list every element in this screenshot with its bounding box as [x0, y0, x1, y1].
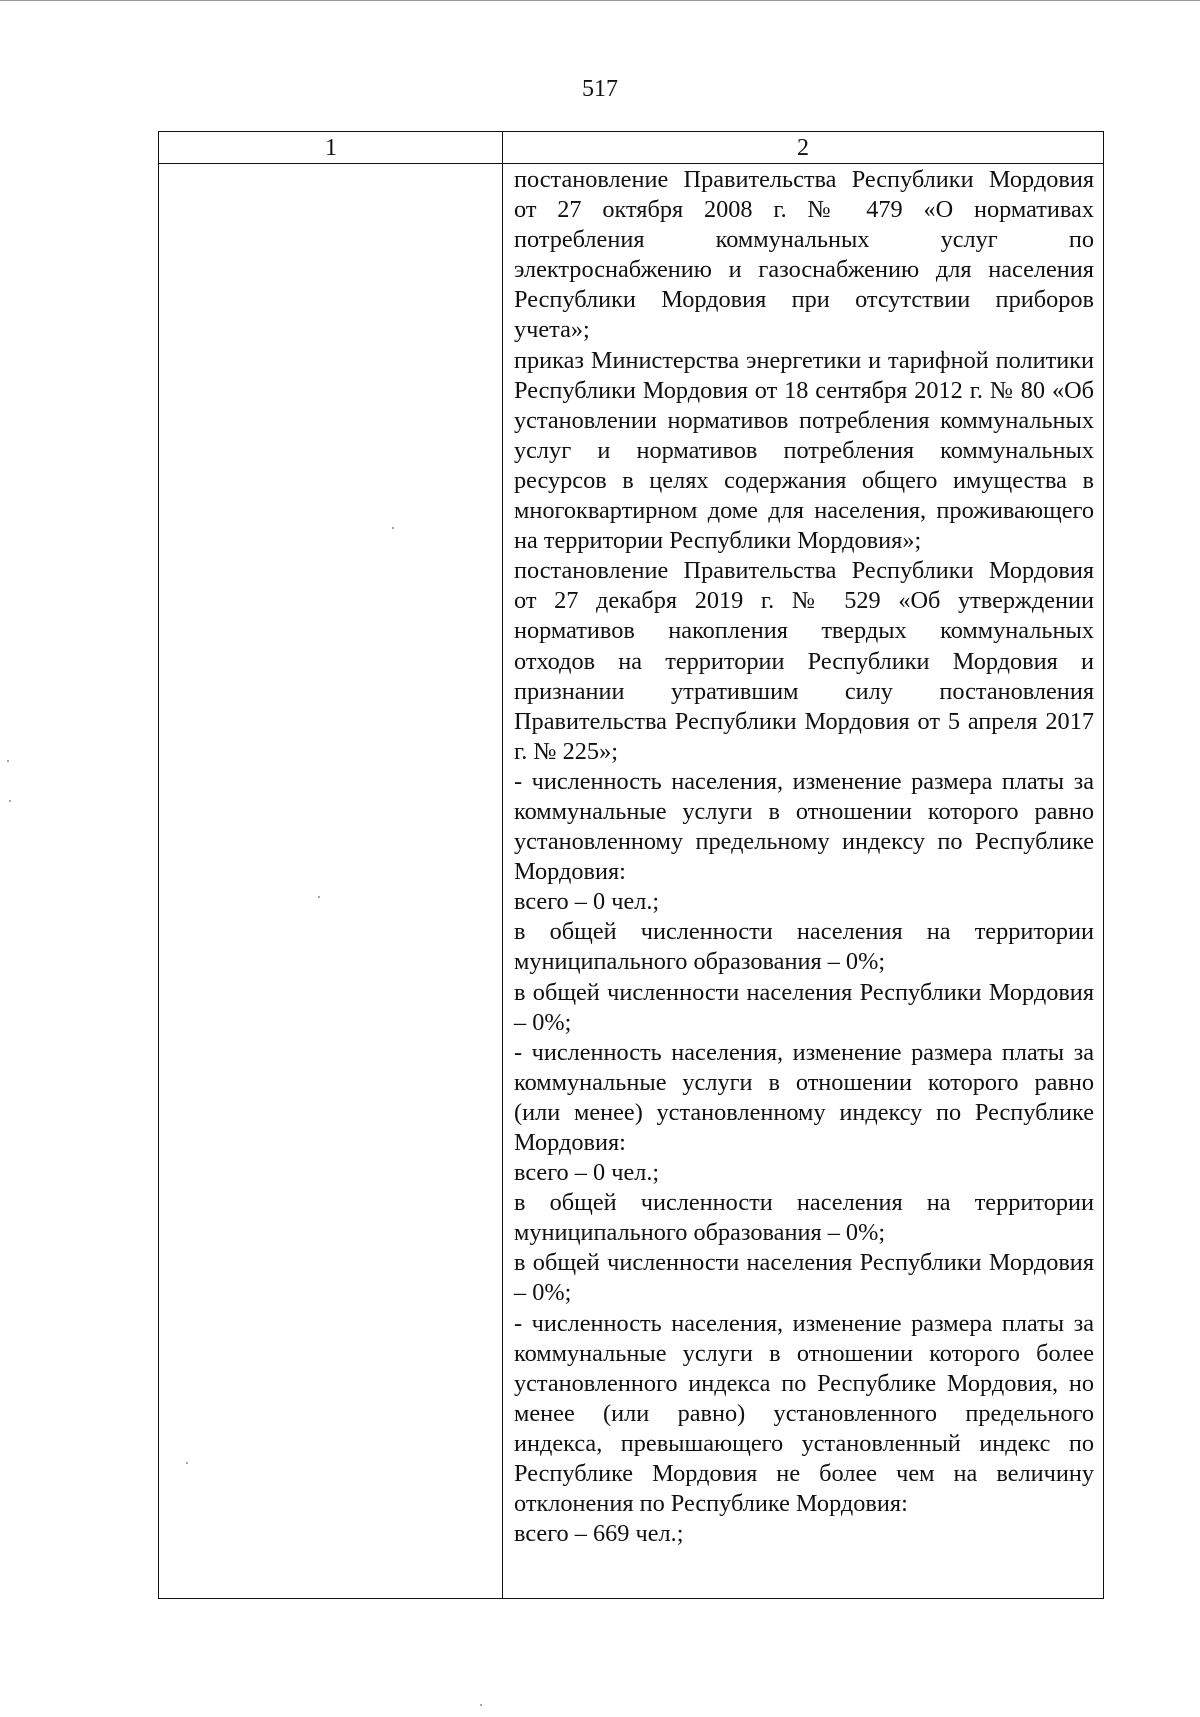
paragraph-resolution-2008: постановление Правительства Республики Мордовия от 27 октября 2008 г. № 479 «О нормативах потребления коммунальных услуг по электроснабжению и газоснабжению для населения Республики Мордовия при отсутствии приборов учета»; [514, 166, 1094, 344]
paragraph-population-equal-limit: - численность населения, изменение размера платы за коммунальные услуги в отношении которого равно установленному предельному индексу по Республике Мордовия: [514, 767, 1094, 886]
paragraph-population-above-index: - численность населения, изменение размера платы за коммунальные услуги в отношении которого более установленного индекса по Республике Мордовия, но менее (или равно) установленного предельного индекса, превышающего установленный индекс по Республике Мордовия не более чем на величину отклонения по Республике Мордовия: [514, 1309, 1094, 1518]
paragraph-share-municipality: в общей численности населения на территории муниципального образования – 0%; [514, 1189, 1094, 1247]
column-1-header: 1 [325, 135, 337, 161]
scan-top-edge [0, 0, 1200, 1]
paragraph-share-municipality: в общей численности населения на территории муниципального образования – 0%; [514, 918, 1094, 976]
scan-speck [9, 800, 11, 802]
scan-speck [392, 527, 394, 529]
scan-speck [318, 896, 320, 898]
table-header-row [159, 132, 1103, 164]
scan-speck [480, 1704, 482, 1706]
paragraph-total: всего – 669 чел.; [514, 1520, 684, 1548]
paragraph-share-republic: в общей численности населения Республики Мордовия – 0%; [514, 1249, 1094, 1307]
paragraph-population-equal-or-less: - численность населения, изменение размера платы за коммунальные услуги в отношении которого равно (или менее) установленному индексу по Республике Мордовия: [514, 1038, 1094, 1156]
paragraph-share-republic: в общей численности населения Республики Мордовия – 0%; [514, 978, 1094, 1036]
column-2-header: 2 [797, 135, 809, 161]
page-number: 517 [582, 76, 618, 102]
scan-speck [7, 760, 9, 762]
column-divider [502, 132, 503, 1598]
document-table [158, 131, 1104, 1599]
paragraph-total: всего – 0 чел.; [514, 888, 660, 916]
scan-speck [186, 1462, 188, 1464]
paragraph-resolution-2019: постановление Правительства Республики Мордовия от 27 декабря 2019 г. № 529 «Об утверждении нормативов накопления твердых коммунальных отходов на территории Республики Мордовия и признании утратившим силу постановления Правительства Республики Мордовия от 5 апреля 2017 г. № 225»; [514, 557, 1094, 765]
paragraph-total: всего – 0 чел.; [514, 1159, 660, 1187]
column-2-content [514, 165, 1094, 1549]
paragraph-order-2012: приказ Министерства энергетики и тарифной политики Республики Мордовия от 18 сентября 2012 г. № 80 «Об установлении нормативов потребления коммунальных услуг и нормативов потребления коммунальных ресурсов в целях содержания общего имущества в многоквартирном доме для населения, проживающего на территории Республики Мордовия»; [514, 346, 1094, 555]
